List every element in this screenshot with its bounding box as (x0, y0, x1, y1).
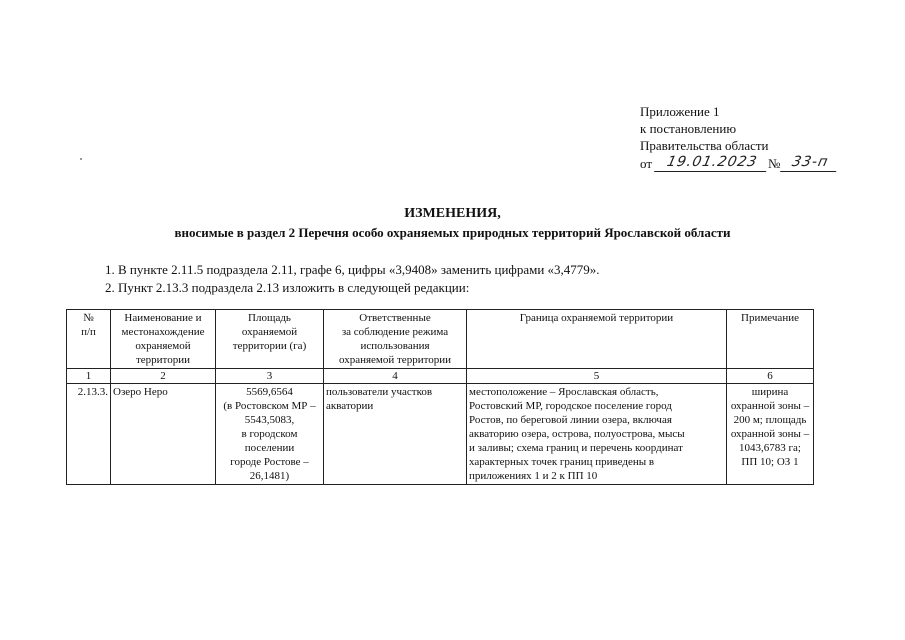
column-number: 3 (216, 369, 324, 384)
cell-line: 26,1481) (249, 470, 290, 482)
handwritten-number: 33-п (781, 154, 841, 172)
cell-line: ПП 10; ОЗ 1 (741, 456, 799, 468)
column-numbers-row (67, 369, 814, 384)
cell-line: 200 м; площадь (733, 414, 807, 426)
header-area (216, 310, 324, 369)
cell-line: охраняемой территории (338, 354, 452, 366)
row-note (727, 384, 814, 485)
cell-line: Примечание (741, 312, 799, 324)
header-responsible (324, 310, 467, 369)
cell-line: характерных точек границ приведены в (469, 456, 655, 468)
cell-line: № (83, 312, 94, 324)
row-number: 2.13.3. (67, 384, 111, 485)
cell-line: п/п (81, 326, 96, 338)
header-name (111, 310, 216, 369)
cell-line: Ростов, по береговой линии озера, включая (469, 414, 672, 426)
cell-line: и заливы; схема границ и перечень координат (469, 442, 683, 454)
column-number: 6 (727, 369, 814, 384)
cell-line: охраняемой (135, 340, 191, 352)
cell-line: в городском (241, 428, 298, 440)
cell-line: местоположение – Ярославская область, (469, 386, 659, 398)
territory-table (66, 309, 814, 485)
document-subheading: вносимые в раздел 2 Перечня особо охраняемых природных территорий Ярославской области (174, 225, 731, 240)
header-number (67, 310, 111, 369)
document-heading: ИЗМЕНЕНИЯ, (404, 206, 501, 221)
row-boundary (467, 384, 727, 485)
header-note (727, 310, 814, 369)
row-name: Озеро Неро (111, 384, 216, 485)
annex-line-3: Правительства области (640, 138, 769, 153)
cell-line: использования (360, 340, 430, 352)
cell-line: Ответственные (359, 312, 431, 324)
cell-line: охранной зоны – (730, 428, 810, 440)
handwritten-date: 19.01.2023 (654, 154, 770, 172)
cell-line: (в Ростовском МР – (223, 400, 316, 412)
cell-line: Граница охраняемой территории (519, 312, 674, 324)
cell-line: приложениях 1 и 2 к ПП 10 (469, 470, 598, 482)
cell-line: 5543,5083, (244, 414, 295, 426)
paragraph-2: 2. Пункт 2.13.3 подраздела 2.13 изложить в следующей редакции: (105, 280, 470, 295)
column-number: 1 (67, 369, 111, 384)
cell-line: охраняемой (241, 326, 298, 338)
table-row (67, 384, 814, 485)
cell-line: пользователи участков (326, 386, 433, 398)
annex-date-line (640, 154, 838, 172)
cell-line: Ростовский МР, городское поселение город (469, 400, 672, 412)
table-header-row (67, 310, 814, 369)
cell-line: акваторию озера, острова, полуострова, мысы (469, 428, 685, 440)
column-number: 4 (324, 369, 467, 384)
cell-line: Наименование и (124, 312, 202, 324)
header-boundary (467, 310, 727, 369)
paragraph-1: 1. В пункте 2.11.5 подраздела 2.11, графе 6, цифры «3,9408» заменить цифрами «3,4779». (105, 262, 600, 277)
row-area (216, 384, 324, 485)
cell-line: охранной зоны – (730, 400, 810, 412)
annex-block (640, 103, 838, 172)
date-prefix: от (640, 156, 653, 171)
column-number: 5 (467, 369, 727, 384)
cell-line: ширина (751, 386, 789, 398)
scan-speck (80, 158, 82, 160)
cell-line: Площадь (248, 312, 291, 324)
cell-line: 1043,6783 га; (739, 442, 801, 454)
cell-line: акватории (326, 400, 374, 412)
annex-line-2: к постановлению (640, 121, 737, 136)
number-prefix: № (768, 156, 781, 171)
row-responsible (324, 384, 467, 485)
cell-line: городе Ростове – (230, 456, 309, 468)
cell-line: поселении (244, 442, 295, 454)
column-number: 2 (111, 369, 216, 384)
cell-line: за соблюдение режима (341, 326, 449, 338)
annex-line-1: Приложение 1 (640, 104, 720, 119)
cell-line: территории (га) (232, 340, 307, 352)
cell-line: территории (135, 354, 190, 366)
cell-line: 5569,6564 (246, 386, 293, 398)
cell-line: местонахождение (121, 326, 205, 338)
